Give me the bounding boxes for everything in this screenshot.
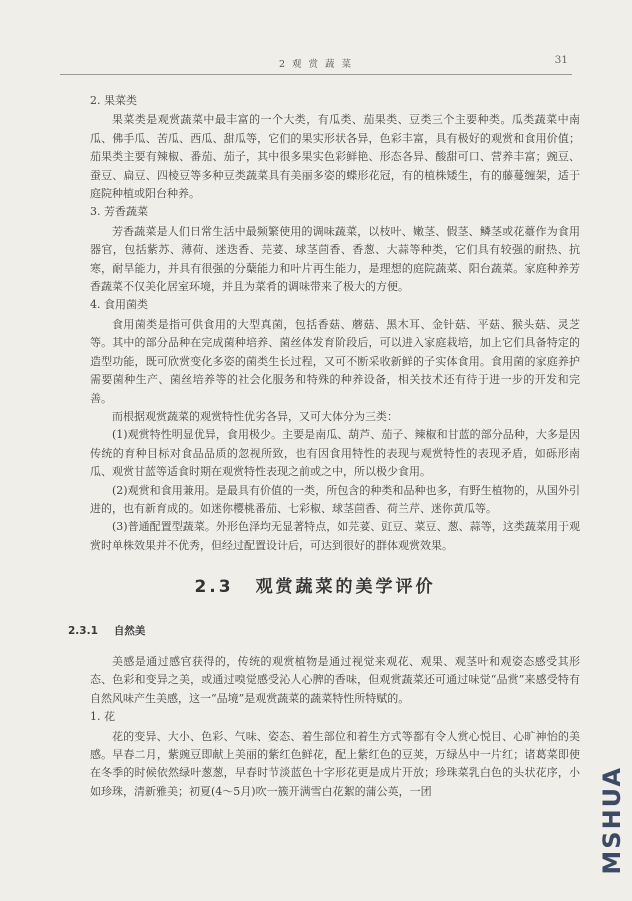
paragraph: 美感是通过感官获得的，传统的观赏植物是通过视觉来观花、观果、观茎叶和观姿态感受其形态、色彩和变异之美，或通过嗅觉感受沁人心脾的香味，但观赏蔬菜还可通过味觉“品赏”来感受特有自然风味产生美感，这一“品境”是观赏蔬菜的蔬菜特性所特赋的。 bbox=[90, 654, 580, 705]
subsection-title bbox=[68, 622, 580, 640]
body-text bbox=[68, 92, 580, 801]
section-title-text: 观赏蔬菜的美学评价 bbox=[255, 577, 436, 598]
section-title bbox=[50, 578, 580, 596]
running-header bbox=[60, 52, 572, 75]
running-title: 2 观 赏 蔬 菜 bbox=[278, 59, 354, 70]
paragraph: 食用菌类是指可供食用的大型真菌，包括香菇、蘑菇、黑木耳、金针菇、平菇、猴头菇、灵芝等。其中的部分品种在完成菌种培养、菌丝体发育阶段后，可以进入家庭栽培，加上它们具备特定的造型功能，既可欣赏变化多姿的菌类生长过程，又可不断采收新鲜的子实体食用。食用菌的家庭养护需要菌种生产、菌丝培养等的社会化服务和特殊的种养设备，相关技术还有待于进一步的开发和完善。 bbox=[90, 317, 580, 405]
subheading: 4. 食用菌类 bbox=[90, 298, 148, 312]
watermark-logo: MSHUA bbox=[598, 766, 626, 875]
subheading: 2. 果菜类 bbox=[90, 94, 137, 107]
paragraph: 芳香蔬菜是人们日常生活中最频繁使用的调味蔬菜，以枝叶、嫩茎、假茎、鳞茎或花薹作为食用器官，包括紫苏、薄荷、迷迭香、芫荽、球茎茴香、香葱、大蒜等种类，它们具有较强的耐热、抗寒，耐旱能力，并具有很强的分蘖能力和叶片再生能力，是理想的庭院蔬菜、阳台蔬菜。家庭种养芳香蔬菜不仅美化居室环境，并且为菜肴的调味带来了极大的方便。 bbox=[90, 224, 580, 294]
subheading: 3. 芳香蔬菜 bbox=[90, 205, 148, 219]
paragraph: 果菜类是观赏蔬菜中最丰富的一个大类，有瓜类、茄果类、豆类三个主要种类。瓜类蔬菜中南瓜、佛手瓜、苦瓜、西瓜、甜瓜等，它们的果实形状各异，色彩丰富，具有极好的观赏和食用价值；茄果类主要有辣椒、番茄、茄子，其中很多果实色彩鲜艳、形态各异、酸甜可口、营养丰富；豌豆、蚕豆、扁豆、四棱豆等多种豆类蔬菜具有美丽多姿的蝶形花冠，有的植株矮生，有的藤蔓缠架，适于庭院种植或阳台种养。 bbox=[90, 113, 580, 201]
paragraph: 花的变异、大小、色彩、气味、姿态、着生部位和着生方式等都有令人赏心悦目、心旷神怡的美感。早春二月，紫豌豆即献上美丽的紫红色鲜花，配上紫红色的豆荚，万绿丛中一片红；诸葛菜即使在冬季的时候依然绿叶葱葱，早春时节淡蓝色十字形花更是成片开放；珍珠菜乳白色的头状花序，小如珍珠，清新雅美；初夏(4～5月)吹一簇开满雪白花絮的蒲公英，一团 bbox=[90, 729, 580, 798]
paragraph: (3)普通配置型蔬菜。外形色泽均无显著特点，如芫荽、豇豆、菜豆、葱、蒜等，这类蔬菜用于观赏时单株效果并不优秀，但经过配置设计后，可达到很好的群体观赏效果。 bbox=[90, 520, 580, 552]
subheading: 1. 花 bbox=[90, 710, 115, 724]
page-number: 31 bbox=[554, 54, 568, 66]
subsection-number: 2.3.1 bbox=[68, 624, 98, 637]
paragraph: (1)观赏特性明显优异，食用极少。主要是南瓜、葫芦、茄子、辣椒和甘蓝的部分品种，大多是因传统的育种目标对食品品质的忽视所致，也有因食用特性的表现与观赏特性的表现矛盾，如砾形南瓜、观赏甘蓝等适食时期在观赏特性表现之前或之中，所以极少食用。 bbox=[90, 428, 580, 479]
section-number: 2.3 bbox=[194, 577, 234, 598]
subsection-title-text: 自然美 bbox=[113, 624, 146, 637]
paragraph: (2)观赏和食用兼用。是最具有价值的一类，所包含的种类和品种也多，有野生植物的，从国外引进的，也有新育成的。如迷你樱桃番茄、七彩椒、球茎茴香、荷兰芹、迷你黄瓜等。 bbox=[90, 483, 580, 515]
paragraph: 而根据观赏蔬菜的观赏特性优劣各异，又可大体分为三类： bbox=[112, 409, 398, 423]
